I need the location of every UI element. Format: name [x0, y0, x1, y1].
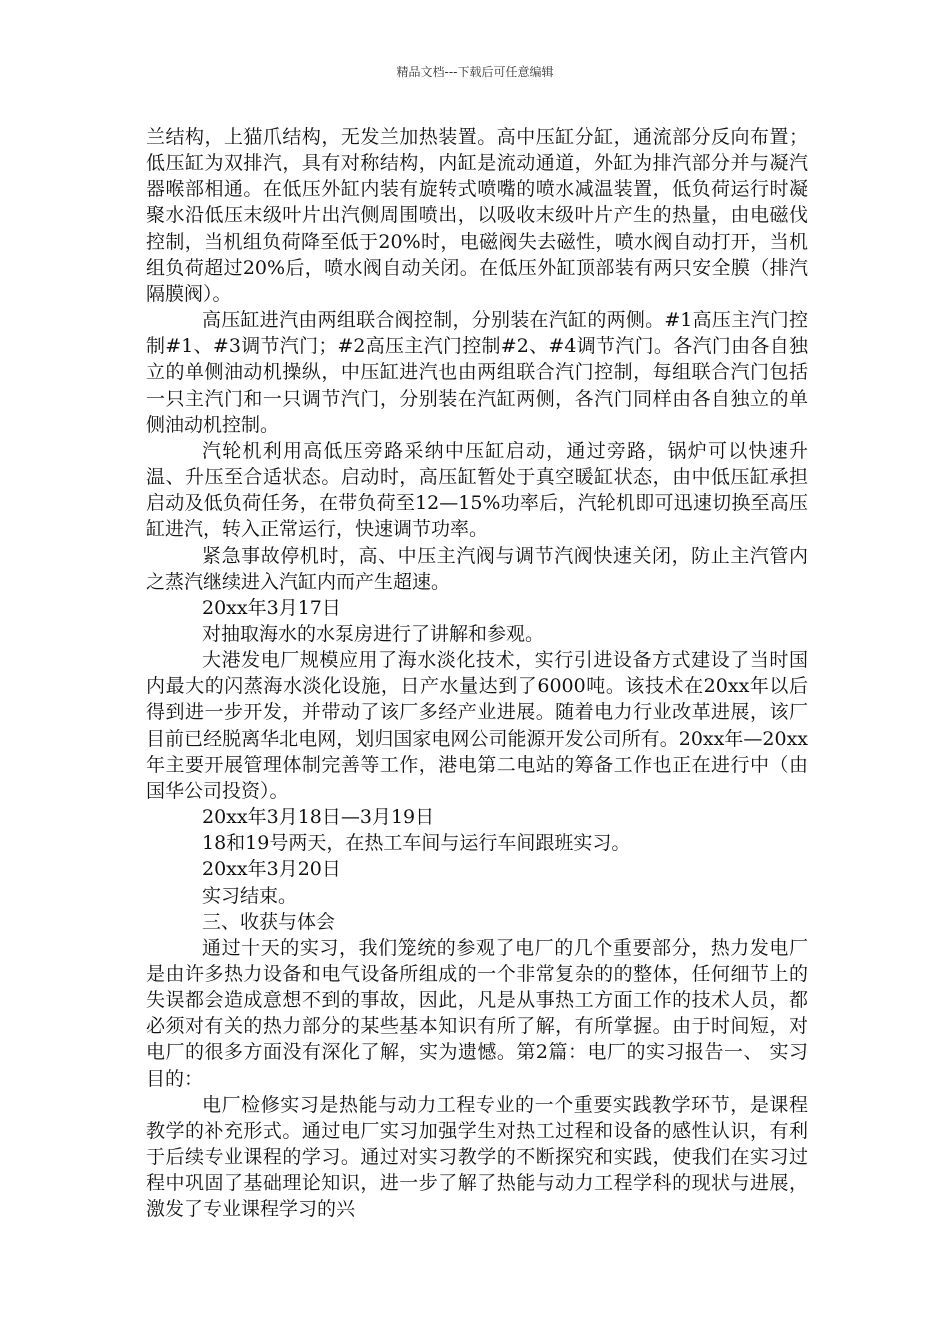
paragraph-1: 兰结构，上猫爪结构，无发兰加热装置。高中压缸分缸，通流部分反向布置；低压缸为双排汽，具有对称结构，内缸是流动通道，外缸为排汽部分并与凝汽器喉部相通。在低压外缸内装有旋转式喷嘴的喷水减温装置，低负荷运行时凝聚水沿低压末级叶片出汽侧周围喷出，以吸收末级叶片产生的热量，由电磁伐控制，当机组负荷降至低于20%时，电磁阀失去磁性，喷水阀自动打开，当机组负荷超过20%后，喷水阀自动关闭。在低压外缸顶部装有两只安全膜（排汽隔膜阀）。 — [146, 126, 808, 305]
document-body — [146, 124, 808, 1223]
date-line-3: 20xx年3月20日 — [202, 858, 341, 881]
paragraph-7: 18和19号两天，在热工车间与运行车间跟班实习。 — [202, 832, 631, 855]
paragraph-4: 紧急事故停机时，高、中压主汽阀与调节汽阀快速关闭，防止主汽管内之蒸汽继续进入汽缸内而产生超速。 — [146, 544, 808, 593]
paragraph-10: 电厂检修实习是热能与动力工程专业的一个重要实践教学环节，是课程教学的补充形式。通过电厂实习加强学生对热工过程和设备的感性认识，有利于后续专业课程的学习。通过对实习教学的不断探究和实践，使我们在实习过程中巩固了基础理论知识，进一步了解了热能与动力工程学科的现状与进展，激发了专业课程学习的兴 — [146, 1093, 808, 1221]
paragraph-6: 大港发电厂规模应用了海水淡化技术，实行引进设备方式建设了当时国内最大的闪蒸海水淡化设施，日产水量达到了6000吨。该技术在20xx年以后得到进一步开发，并带动了该厂多经产业进展。随着电力行业改革进展，该厂目前已经脱离华北电网，划归国家电网公司能源开发公司所有。20xx年—20xx年主要开展管理体制完善等工作，港电第二电站的筹备工作也正在进行中（由国华公司投资）。 — [146, 649, 808, 802]
paragraph-8: 实习结束。 — [202, 884, 298, 907]
date-line-1: 20xx年3月17日 — [202, 596, 341, 619]
page-header: 精品文档---下载后可任意编辑 — [396, 65, 554, 79]
paragraph-5: 对抽取海水的水泵房进行了讲解和参观。 — [202, 622, 545, 645]
section-heading: 三、收获与体会 — [202, 910, 336, 933]
paragraph-3: 汽轮机利用高低压旁路采纳中压缸启动，通过旁路，锅炉可以快速升温、升压至合适状态。启动时，高压缸暂处于真空暖缸状态，由中低压缸承担启动及低负荷任务，在带负荷至12—15%功率后，汽轮机即可迅速切换至高压缸进汽，转入正常运行，快速调节功率。 — [146, 439, 808, 541]
date-line-2: 20xx年3月18日—3月19日 — [202, 806, 435, 829]
paragraph-9: 通过十天的实习，我们笼统的参观了电厂的几个重要部分，热力发电厂是由许多热力设备和电气设备所组成的一个非常复杂的的整体，任何细节上的失误都会造成意想不到的事故，因此，凡是从事热工方面工作的技术人员，都必须对有关的热力部分的某些基本知识有所了解，有所掌握。由于时间短，对电厂的很多方面没有深化了解，实为遗憾。第2篇：电厂的实习报告一、 实习目的： — [146, 936, 808, 1090]
paragraph-2: 高压缸进汽由两组联合阀控制，分别装在汽缸的两侧。#1高压主汽门控制#1、#3调节汽门；#2高压主汽门控制#2、#4调节汽门。各汽门由各自独立的单侧油动机操纵，中压缸进汽也由两组联合汽门控制，每组联合汽门包括一只主汽门和一只调节汽门，分别装在汽缸两侧，各汽门同样由各自独立的单侧油动机控制。 — [146, 309, 808, 436]
